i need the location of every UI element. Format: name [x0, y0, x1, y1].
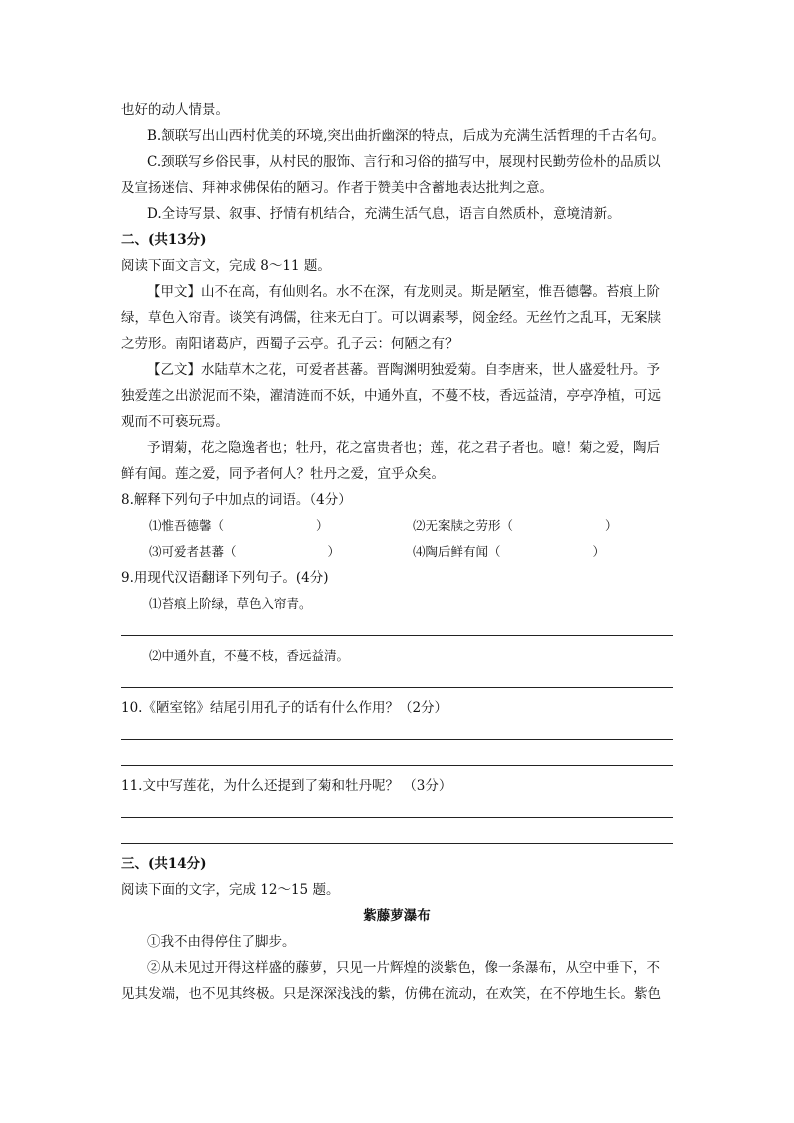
q9-item-1: ⑴苔痕上阶绿，草色入帘青。: [149, 596, 312, 611]
section2-intro: 阅读下面文言文，完成 8～11 题。: [121, 258, 331, 274]
answer-line[interactable]: [121, 739, 673, 740]
section3-intro: 阅读下面的文字，完成 12～15 题。: [121, 882, 340, 898]
answer-line[interactable]: [121, 817, 673, 818]
passage-paragraph-2-line2: 见其发端，也不见其终极。只是深深浅浅的紫，仿佛在流动，在欢笑，在不停地生长。紫色: [121, 986, 661, 1002]
q8-item-3-text: ⑶可爱者甚蕃（: [149, 544, 237, 559]
yi-text-line5: 鲜有闻。莲之爱，同予者何人？牡丹之爱，宜乎众矣。: [121, 466, 445, 482]
q8-item-3-close: ）: [327, 544, 341, 559]
q9-item-2: ⑵中通外直，不蔓不枝，香远益清。: [149, 648, 350, 663]
jia-text-line3: 之劳形。南阳诸葛庐，西蜀子云亭。孔子云：何陋之有？: [121, 336, 459, 352]
q8-item-4-text: ⑷陶后鲜有闻（: [413, 544, 501, 559]
section2-heading: 二、(共13分): [121, 232, 207, 248]
yi-text-line3: 观而不可亵玩焉。: [121, 414, 229, 430]
option-c-line2: 及宣扬迷信、拜神求佛保佑的陋习。作者于赞美中含蓄地表达批判之意。: [121, 180, 553, 196]
q8-item-4: [413, 543, 605, 561]
jia-text-line2: 绿，草色入帘青。谈笑有鸿儒，往来无白丁。可以调素琴，阅金经。无丝竹之乱耳，无案牍: [121, 310, 661, 326]
q8-item-4-close: ）: [592, 544, 606, 559]
yi-text-line2: 独爱莲之出淤泥而不染，濯清涟而不妖，中通外直，不蔓不枝，香远益清，亭亭净植，可远: [121, 388, 661, 404]
q8-item-2-close: ）: [605, 518, 618, 533]
question-11: 11.文中写莲花，为什么还提到了菊和牡丹呢？ （3分）: [121, 778, 453, 794]
section3-heading: 三、(共14分): [121, 856, 207, 872]
continuation-line: 也好的动人情景。: [121, 102, 229, 118]
answer-line[interactable]: [121, 843, 673, 844]
yi-text-line4: 予谓菊，花之隐逸者也；牡丹，花之富贵者也；莲，花之君子者也。噫！菊之爱，陶后: [147, 440, 660, 456]
question-8: 8.解释下列句子中加点的词语。（4分）: [121, 492, 352, 508]
q8-item-1-close: ）: [316, 518, 329, 533]
yi-text-line1: 【乙文】水陆草木之花，可爱者甚蕃。晋陶渊明独爱菊。自李唐来，世人盛爱牡丹。予: [147, 362, 660, 378]
q8-item-1: [149, 517, 329, 535]
jia-text-line1: 【甲文】山不在高，有仙则名。水不在深，有龙则灵。斯是陋室，惟吾德馨。苔痕上阶: [147, 284, 660, 300]
question-9: 9.用现代汉语翻译下列句子。(4分): [121, 570, 329, 586]
passage-paragraph-2-line1: ②从未见过开得这样盛的藤萝，只见一片辉煌的淡紫色，像一条瀑布，从空中垂下，不: [147, 960, 660, 976]
question-10: 10.《陋室铭》结尾引用孔子的话有什么作用？（2分）: [121, 700, 449, 716]
passage-paragraph-1: ①我不由得停住了脚步。: [147, 934, 296, 950]
option-d: D.全诗写景、叙事、抒情有机结合，充满生活气息，语言自然质朴，意境清新。: [147, 206, 621, 222]
option-c-line1: C.颈联写乡俗民事，从村民的服饰、言行和习俗的描写中，展现村民勤劳俭朴的品质以: [147, 154, 661, 170]
q8-item-3: [149, 543, 340, 561]
answer-line[interactable]: [121, 765, 673, 766]
answer-line[interactable]: [121, 635, 673, 636]
q8-item-1-text: ⑴惟吾德馨（: [149, 518, 225, 533]
q8-item-2: [413, 517, 618, 535]
passage-title: 紫藤萝瀑布: [363, 908, 431, 924]
q8-item-2-text: ⑵无案牍之劳形（: [413, 518, 514, 533]
option-b: B.颔联写出山西村优美的环境,突出曲折幽深的特点，后成为充满生活哲理的千古名句。: [147, 128, 666, 144]
answer-line[interactable]: [121, 687, 673, 688]
